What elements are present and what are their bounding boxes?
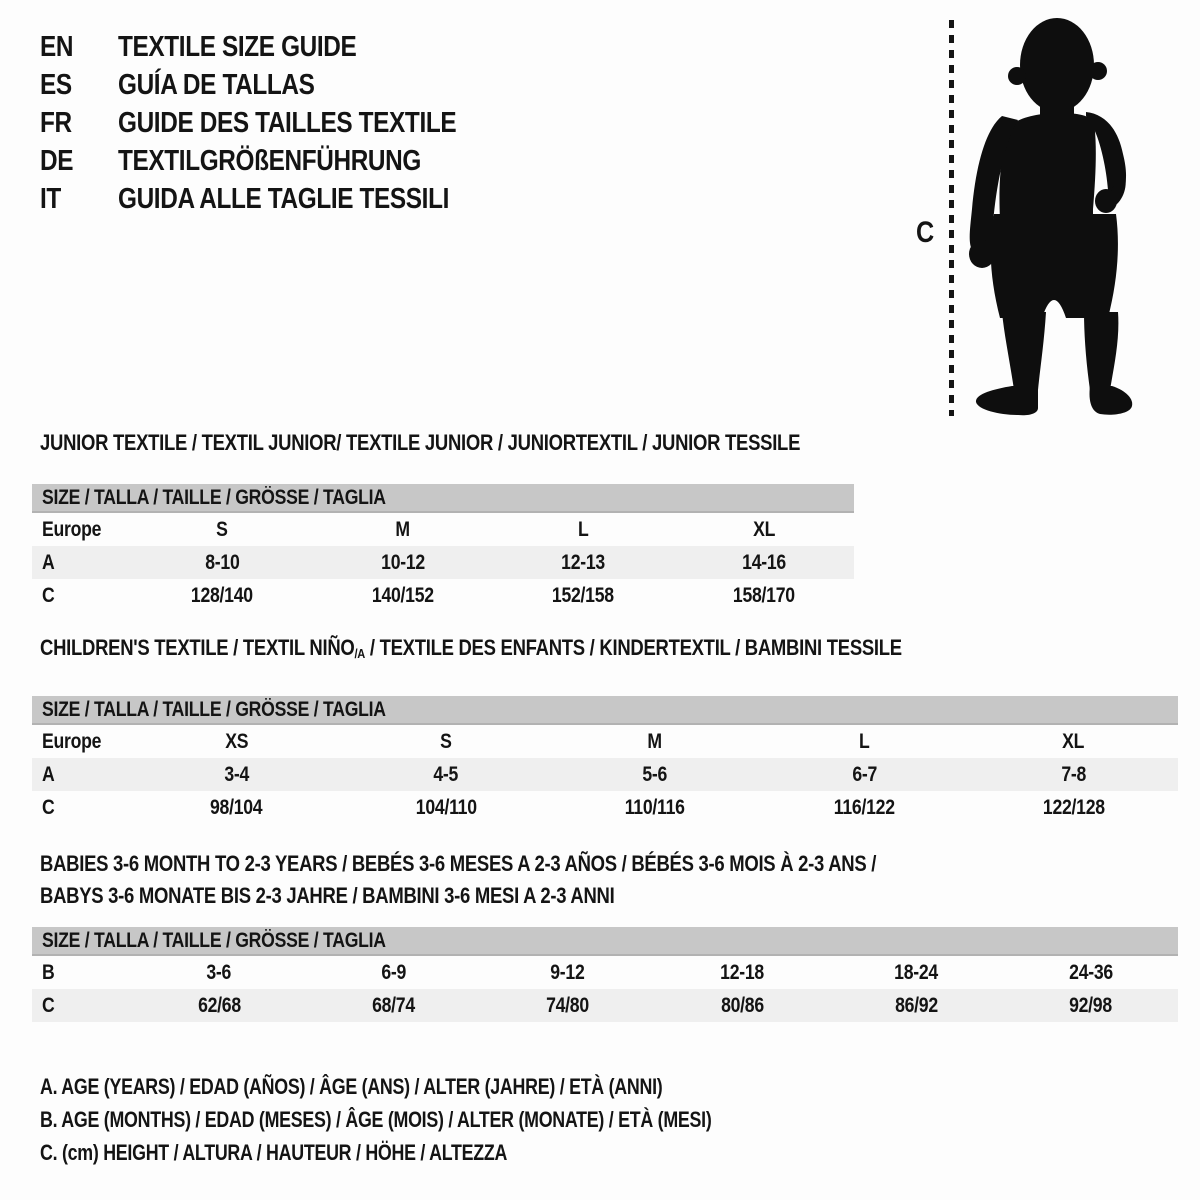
size-table: [32, 956, 1178, 1022]
language-row-es: [40, 66, 521, 104]
size-value-cell: 9-12: [550, 960, 585, 984]
row-label: B: [42, 960, 55, 984]
size-value-cell: S: [440, 729, 452, 753]
section-babies-textile: [32, 848, 1178, 1022]
table-row-c: [32, 989, 1178, 1022]
language-code: EN: [40, 30, 74, 63]
section-title: [32, 848, 1178, 912]
language-code: IT: [40, 182, 61, 215]
size-value-cell: XS: [225, 729, 249, 753]
size-value-cell: 12-13: [561, 550, 606, 574]
size-value-cell: 3-4: [224, 762, 249, 786]
size-value-cell: L: [858, 729, 870, 753]
size-value-cell: 6-9: [381, 960, 406, 984]
section-title: [32, 428, 854, 458]
size-value-cell: 8-10: [205, 550, 240, 574]
section-childrens-textile: [32, 633, 1178, 824]
size-value-cell: 92/98: [1069, 993, 1113, 1017]
table-row-europe: [32, 513, 854, 546]
size-value-cell: 116/122: [833, 795, 895, 819]
section-title-line: CHILDREN'S TEXTILE / TEXTIL NIÑO/A / TEXTILE DES ENFANTS / KINDERTEXTIL / BAMBINI TESSILE: [40, 635, 902, 661]
size-value-cell: 104/110: [415, 795, 477, 819]
size-value-cell: 68/74: [372, 993, 415, 1017]
size-value-cell: 152/158: [552, 583, 615, 607]
size-value-cell: 18-24: [894, 960, 939, 984]
size-value-cell: 80/86: [720, 993, 764, 1017]
row-label: A: [42, 550, 55, 574]
legend-line-c: C. (cm) HEIGHT / ALTURA / HAUTEUR / HÖHE / ALTEZZA: [40, 1140, 508, 1165]
size-value-cell: 98/104: [210, 795, 263, 819]
language-row-it: [40, 180, 521, 218]
row-label: Europe: [42, 517, 102, 541]
measure-c-label: C: [916, 216, 934, 249]
size-value-cell: XL: [1062, 729, 1085, 753]
table-row-c: [32, 579, 854, 612]
size-value-cell: S: [216, 517, 228, 541]
row-label: Europe: [42, 729, 102, 753]
row-label: C: [42, 795, 55, 819]
size-value-cell: 140/152: [371, 583, 434, 607]
guide-title-de: TEXTILGRÖßENFÜHRUNG: [118, 144, 421, 177]
size-value-cell: M: [395, 517, 410, 541]
language-row-fr: [40, 104, 521, 142]
legend: [40, 1070, 869, 1169]
size-value-cell: 110/116: [625, 795, 685, 819]
section-title-line: JUNIOR TEXTILE / TEXTIL JUNIOR/ TEXTILE JUNIOR / JUNIORTEXTIL / JUNIOR TESSILE: [40, 430, 801, 455]
size-value-cell: 3-6: [206, 960, 232, 984]
size-header-bar: SIZE / TALLA / TAILLE / GRÖSSE / TAGLIA: [32, 696, 1178, 725]
toddler-silhouette-illustration: [950, 14, 1140, 418]
size-value-cell: 128/140: [191, 583, 254, 607]
section-title-line: BABIES 3-6 MONTH TO 2-3 YEARS / BEBÉS 3-6 MESES A 2-3 AÑOS / BÉBÉS 3-6 MOIS À 2-3 ANS /: [40, 851, 877, 876]
legend-line-b: B. AGE (MONTHS) / EDAD (MESES) / ÂGE (MOIS) / ALTER (MONATE) / ETÀ (MESI): [40, 1107, 712, 1132]
language-code: ES: [40, 68, 72, 101]
language-code: FR: [40, 106, 72, 139]
size-table: [32, 513, 854, 612]
language-row-de: [40, 142, 521, 180]
size-value-cell: 62/68: [197, 993, 241, 1017]
section-junior-textile: [32, 428, 854, 612]
guide-title-en: TEXTILE SIZE GUIDE: [118, 30, 357, 63]
row-label: C: [42, 993, 55, 1017]
row-label: C: [42, 583, 55, 607]
size-value-cell: M: [647, 729, 663, 753]
size-value-cell: XL: [752, 517, 775, 541]
table-row-c: [32, 791, 1178, 824]
guide-title-fr: GUIDE DES TAILLES TEXTILE: [118, 106, 457, 139]
size-value-cell: 24-36: [1068, 960, 1113, 984]
row-label: A: [42, 762, 55, 786]
language-code: DE: [40, 144, 74, 177]
size-header-bar: SIZE / TALLA / TAILLE / GRÖSSE / TAGLIA: [32, 484, 854, 513]
size-value-cell: 74/80: [546, 993, 590, 1017]
size-value-cell: L: [577, 517, 589, 541]
table-row-a: [32, 758, 1178, 791]
guide-title-es: GUÍA DE TALLAS: [118, 68, 315, 101]
size-value-cell: 6-7: [851, 762, 877, 786]
section-title: [32, 633, 1178, 666]
language-title-list: [40, 28, 521, 218]
size-value-cell: 5-6: [642, 762, 668, 786]
table-row-b: [32, 956, 1178, 989]
size-value-cell: 10-12: [380, 550, 425, 574]
guide-title-it: GUIDA ALLE TAGLIE TESSILI: [118, 182, 450, 215]
size-value-cell: 86/92: [895, 993, 938, 1017]
size-value-cell: 158/170: [732, 583, 795, 607]
size-value-cell: 4-5: [433, 762, 459, 786]
size-table: [32, 725, 1178, 824]
legend-line-a: A. AGE (YEARS) / EDAD (AÑOS) / ÂGE (ANS) / ALTER (JAHRE) / ETÀ (ANNI): [40, 1074, 663, 1099]
section-title-line: BABYS 3-6 MONATE BIS 2-3 JAHRE / BAMBINI 3-6 MESI A 2-3 ANNI: [40, 883, 615, 908]
size-value-cell: 12-18: [720, 960, 765, 984]
size-value-cell: 122/128: [1042, 795, 1105, 819]
language-row-en: [40, 28, 521, 66]
size-value-cell: 7-8: [1061, 762, 1086, 786]
table-row-a: [32, 546, 854, 579]
size-value-cell: 14-16: [741, 550, 786, 574]
table-row-europe: [32, 725, 1178, 758]
size-header-bar: SIZE / TALLA / TAILLE / GRÖSSE / TAGLIA: [32, 927, 1178, 956]
